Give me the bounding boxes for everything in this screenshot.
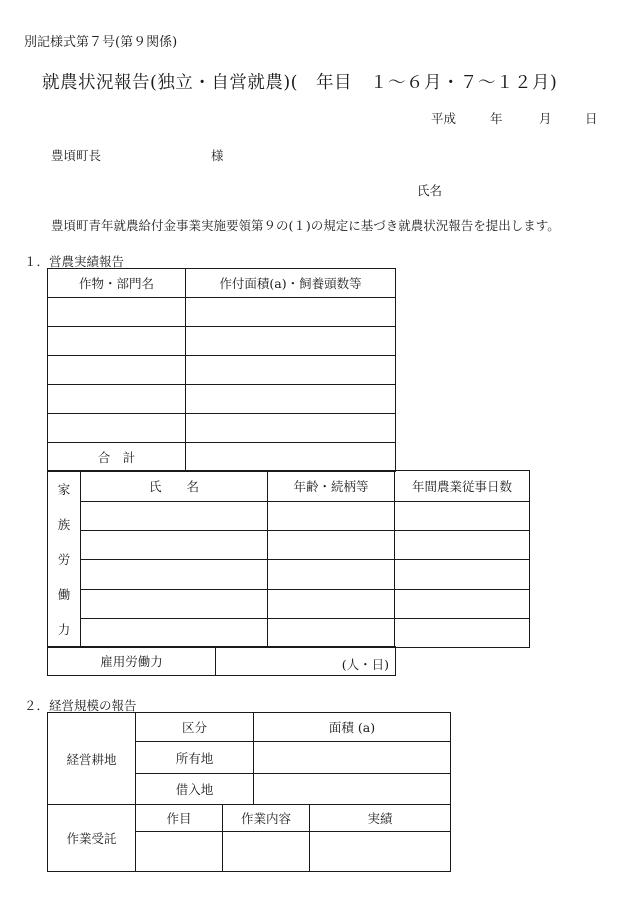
member-name-cell[interactable] (81, 618, 268, 647)
owned-land-area-cell[interactable] (254, 742, 451, 774)
hired-labor-table (47, 646, 396, 676)
table-row (48, 618, 530, 647)
date-month: 月 (539, 111, 552, 126)
leased-land-label: 借入地 (136, 774, 254, 805)
owned-land-label: 所有地 (136, 742, 254, 774)
family-label-char: 労 (57, 551, 71, 567)
area-col-header: 作付面積(a)・飼養頭数等 (186, 269, 396, 298)
member-name-cell[interactable] (81, 589, 268, 618)
name-col-header: 氏 名 (81, 471, 268, 502)
hired-labor-label: 雇用労働力 (48, 647, 216, 676)
date-era: 平成 (431, 111, 457, 126)
table-row (48, 414, 396, 443)
total-label: 合 計 (48, 443, 186, 472)
page-title: 就農状況報告(独立・自営就農)( 年目 １～６月・７～１２月) (42, 73, 558, 93)
section2-heading: ２．経営規模の報告 (24, 698, 137, 713)
form-number: 別記様式第７号(第９関係) (24, 35, 178, 50)
area-cell[interactable] (186, 414, 396, 443)
hired-labor-value-cell[interactable] (216, 647, 396, 676)
family-label-char: 族 (57, 516, 71, 532)
member-days-cell[interactable] (395, 618, 530, 647)
member-name-cell[interactable] (81, 560, 268, 589)
hired-labor-unit: (人・日) (341, 657, 389, 672)
result-col-header: 実績 (310, 805, 451, 832)
area-cell[interactable] (186, 298, 396, 327)
area-col-header: 面積 (a) (254, 713, 451, 742)
table-row (48, 560, 530, 589)
age-col-header: 年齢・続柄等 (268, 471, 395, 502)
addressee: 豊頃町長 (51, 148, 102, 163)
date-year: 年 (490, 111, 503, 126)
member-days-cell[interactable] (395, 589, 530, 618)
table-row (48, 385, 396, 414)
crop-cell[interactable] (48, 327, 186, 356)
member-age-cell[interactable] (268, 589, 395, 618)
member-days-cell[interactable] (395, 502, 530, 531)
table-row (48, 327, 396, 356)
family-label-char: 働 (57, 587, 71, 603)
crop-table (47, 268, 396, 472)
crop-cell[interactable] (48, 414, 186, 443)
area-cell[interactable] (186, 356, 396, 385)
area-cell[interactable] (186, 385, 396, 414)
work-col-header: 作業内容 (223, 805, 310, 832)
days-col-header: 年間農業従事日数 (395, 471, 530, 502)
family-labor-label (48, 471, 81, 648)
area-cell[interactable] (186, 327, 396, 356)
table-row (48, 589, 530, 618)
table-row (48, 502, 530, 531)
member-age-cell[interactable] (268, 531, 395, 560)
family-label-char: 家 (57, 481, 71, 497)
member-days-cell[interactable] (395, 531, 530, 560)
contract-work-cell[interactable] (223, 832, 310, 872)
crop-col-header: 作目 (136, 805, 223, 832)
member-age-cell[interactable] (268, 560, 395, 589)
date-day: 日 (585, 111, 598, 126)
member-name-cell[interactable] (81, 531, 268, 560)
statement: 豊頃町青年就農給付金事業実施要領第９の(１)の規定に基づき就農状況報告を提出します。 (51, 218, 560, 233)
table-row (48, 356, 396, 385)
leased-land-area-cell[interactable] (254, 774, 451, 805)
table-row (48, 298, 396, 327)
crop-cell[interactable] (48, 356, 186, 385)
table-row (48, 531, 530, 560)
honorific: 様 (211, 148, 224, 163)
family-label-char: 力 (57, 622, 71, 638)
member-name-cell[interactable] (81, 502, 268, 531)
farmland-table (47, 712, 451, 805)
section1-heading: １．営農実績報告 (24, 254, 125, 269)
family-labor-table (47, 470, 530, 648)
member-days-cell[interactable] (395, 560, 530, 589)
category-col-header: 区分 (136, 713, 254, 742)
contract-crop-cell[interactable] (136, 832, 223, 872)
crop-cell[interactable] (48, 385, 186, 414)
contract-work-label: 作業受託 (48, 805, 136, 872)
name-label: 氏名 (417, 183, 443, 198)
total-value-cell[interactable] (186, 443, 396, 472)
contract-work-table (47, 804, 451, 872)
contract-result-cell[interactable] (310, 832, 451, 872)
crop-col-header: 作物・部門名 (48, 269, 186, 298)
member-age-cell[interactable] (268, 618, 395, 647)
crop-cell[interactable] (48, 298, 186, 327)
member-age-cell[interactable] (268, 502, 395, 531)
farmland-label: 経営耕地 (48, 713, 136, 805)
